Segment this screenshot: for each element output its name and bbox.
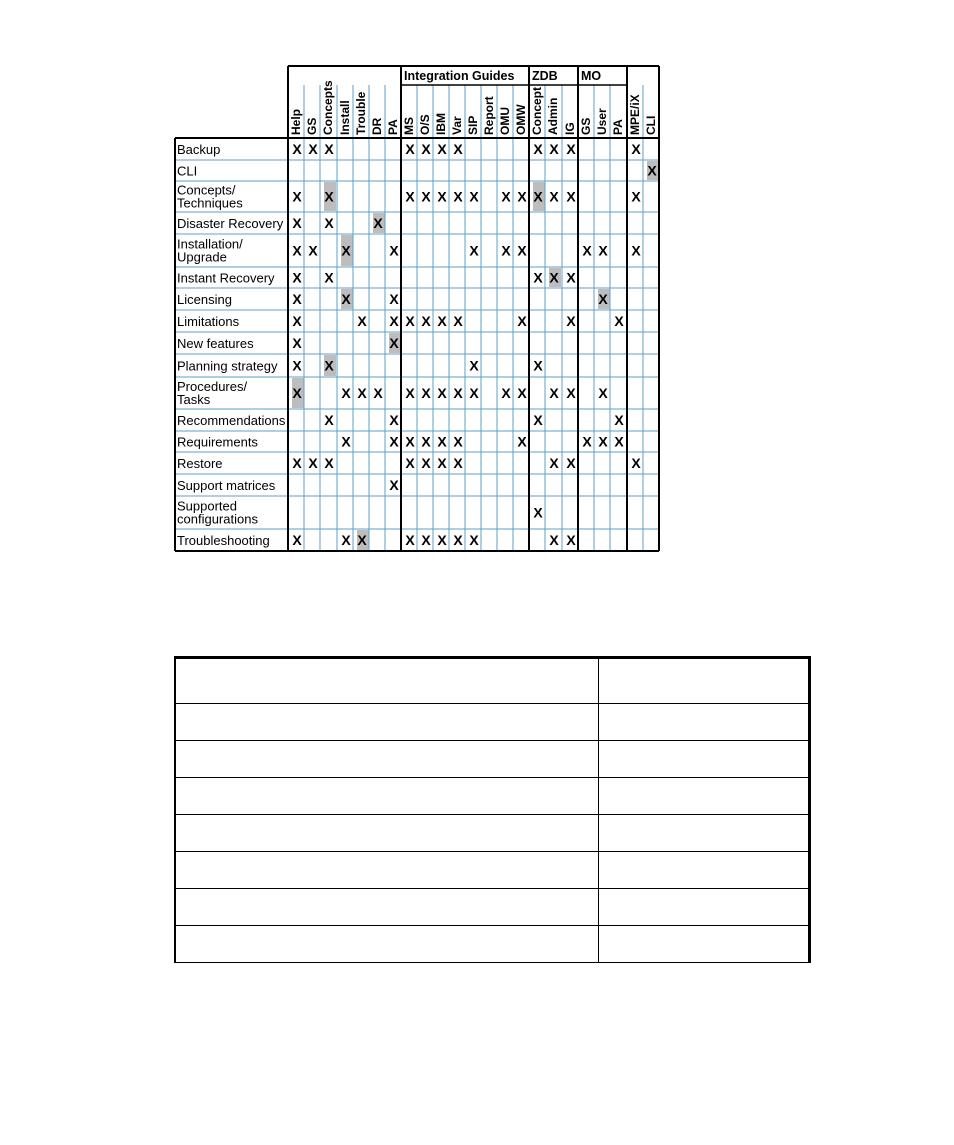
x-mark: X <box>292 385 302 401</box>
x-mark: X <box>437 433 447 450</box>
x-mark: X <box>614 433 624 450</box>
table-top-border <box>174 656 811 659</box>
x-mark: X <box>324 141 334 157</box>
row-label: Requirements <box>177 434 258 450</box>
x-mark: X <box>533 357 543 374</box>
column-header: IG <box>563 122 577 135</box>
x-mark: X <box>292 313 302 329</box>
x-mark: X <box>501 242 511 259</box>
x-mark: X <box>389 335 399 351</box>
table-row <box>174 888 811 889</box>
x-mark: X <box>357 313 367 329</box>
x-mark: X <box>517 385 527 401</box>
row-label: Concepts/ <box>177 182 236 198</box>
x-mark: X <box>421 532 431 548</box>
x-mark: X <box>324 215 334 231</box>
x-mark: X <box>549 188 559 205</box>
x-mark: X <box>566 532 576 548</box>
row-label: Installation/ <box>177 236 243 252</box>
row-label: Disaster Recovery <box>177 216 284 231</box>
x-mark: X <box>517 313 527 329</box>
x-mark: X <box>549 532 559 548</box>
x-mark: X <box>437 455 447 471</box>
x-mark: X <box>453 385 463 401</box>
x-mark: X <box>631 141 641 157</box>
x-mark: X <box>308 141 318 157</box>
x-mark: X <box>533 269 543 286</box>
row-label: Tasks <box>177 392 211 407</box>
x-mark: X <box>292 291 302 307</box>
row-label: Restore <box>177 456 223 471</box>
x-mark: X <box>469 357 479 374</box>
row-label: Planning strategy <box>177 358 278 374</box>
x-mark: X <box>373 385 383 401</box>
table-row <box>174 962 811 963</box>
x-mark: X <box>292 335 302 351</box>
x-mark: X <box>405 188 415 205</box>
x-mark: X <box>324 412 334 428</box>
x-mark: X <box>631 242 641 259</box>
x-mark: X <box>405 532 415 548</box>
x-mark: X <box>453 532 463 548</box>
row-label: Instant Recovery <box>177 270 275 286</box>
x-mark: X <box>501 385 511 401</box>
x-mark: X <box>292 269 302 286</box>
column-header: OMU <box>498 107 512 135</box>
row-label: Techniques <box>177 195 243 211</box>
x-mark: X <box>421 313 431 329</box>
x-mark: X <box>389 412 399 428</box>
x-mark: X <box>647 162 657 179</box>
x-mark: X <box>631 188 641 205</box>
column-header: Report <box>482 96 496 135</box>
x-mark: X <box>292 188 302 205</box>
x-mark: X <box>549 269 559 286</box>
table-row <box>174 703 811 704</box>
x-mark: X <box>341 385 351 401</box>
x-mark: X <box>437 141 447 157</box>
table-row <box>174 925 811 926</box>
x-mark: X <box>453 188 463 205</box>
x-mark: X <box>598 242 608 259</box>
column-header: OMW <box>514 104 528 135</box>
x-mark: X <box>389 313 399 329</box>
table-row <box>174 777 811 778</box>
group-label: MO <box>581 69 602 83</box>
x-mark: X <box>614 412 624 428</box>
x-mark: X <box>469 242 479 259</box>
x-mark: X <box>324 188 334 205</box>
column-header: MPE/iX <box>628 94 642 135</box>
row-label: Backup <box>177 142 221 157</box>
x-mark: X <box>437 532 447 548</box>
column-header: PA <box>611 119 625 135</box>
row-label: Procedures/ <box>177 379 248 394</box>
column-header: Trouble <box>354 91 368 135</box>
x-mark: X <box>566 313 576 329</box>
column-header: Concept <box>530 87 544 135</box>
group-label: ZDB <box>532 69 558 83</box>
column-header: CLI <box>644 115 658 135</box>
row-label: Support matrices <box>177 478 276 493</box>
column-header: SIP <box>466 115 480 135</box>
x-mark: X <box>341 532 351 548</box>
x-mark: X <box>341 433 351 450</box>
x-mark: X <box>614 313 624 329</box>
x-mark: X <box>308 455 318 471</box>
x-mark: X <box>517 433 527 450</box>
x-mark: X <box>292 242 302 259</box>
blank-table <box>174 656 811 963</box>
x-mark: X <box>421 433 431 450</box>
x-mark: X <box>566 455 576 471</box>
x-mark: X <box>421 455 431 471</box>
x-mark: X <box>453 455 463 471</box>
table-row <box>174 851 811 852</box>
x-mark: X <box>566 188 576 205</box>
row-label: New features <box>177 336 254 351</box>
column-header: MS <box>402 117 416 135</box>
table-row <box>174 740 811 741</box>
x-mark: X <box>469 188 479 205</box>
x-mark: X <box>292 215 302 231</box>
x-mark: X <box>566 269 576 286</box>
x-mark: X <box>357 385 367 401</box>
x-mark: X <box>357 532 367 548</box>
x-mark: X <box>389 291 399 307</box>
x-mark: X <box>533 504 543 521</box>
x-mark: X <box>533 412 543 428</box>
x-mark: X <box>598 385 608 401</box>
x-mark: X <box>405 455 415 471</box>
x-mark: X <box>389 477 399 493</box>
x-mark: X <box>549 385 559 401</box>
x-mark: X <box>631 455 641 471</box>
column-header: User <box>595 108 609 135</box>
column-header: IBM <box>434 113 448 135</box>
x-mark: X <box>501 188 511 205</box>
x-mark: X <box>389 242 399 259</box>
x-mark: X <box>437 313 447 329</box>
row-label: Upgrade <box>177 249 227 265</box>
x-mark: X <box>324 269 334 286</box>
x-mark: X <box>389 433 399 450</box>
column-header: Install <box>338 100 352 135</box>
x-mark: X <box>341 291 351 307</box>
x-mark: X <box>566 385 576 401</box>
x-mark: X <box>292 532 302 548</box>
column-header: Var <box>450 116 464 135</box>
x-mark: X <box>405 433 415 450</box>
x-mark: X <box>308 242 318 259</box>
column-header: PA <box>386 119 400 135</box>
x-mark: X <box>517 188 527 205</box>
row-label: Supported <box>177 498 237 514</box>
table-row <box>174 814 811 815</box>
x-mark: X <box>517 242 527 259</box>
column-header: GS <box>579 117 593 135</box>
x-mark: X <box>469 385 479 401</box>
group-label: Integration Guides <box>404 69 515 83</box>
x-mark: X <box>421 385 431 401</box>
x-mark: X <box>405 313 415 329</box>
x-mark: X <box>598 291 608 307</box>
x-mark: X <box>582 242 592 259</box>
x-mark: X <box>421 188 431 205</box>
x-mark: X <box>292 455 302 471</box>
row-label: CLI <box>177 163 198 179</box>
x-mark: X <box>324 357 334 374</box>
x-mark: X <box>453 313 463 329</box>
column-header: Concepts <box>321 80 335 135</box>
x-mark: X <box>582 433 592 450</box>
x-mark: X <box>405 141 415 157</box>
x-mark: X <box>421 141 431 157</box>
column-header: GS <box>305 117 319 135</box>
x-mark: X <box>549 141 559 157</box>
x-mark: X <box>598 433 608 450</box>
x-mark: X <box>549 455 559 471</box>
column-header: Admin <box>546 97 560 135</box>
x-mark: X <box>533 141 543 157</box>
row-label: Licensing <box>177 292 232 307</box>
x-mark: X <box>533 188 543 205</box>
row-label: configurations <box>177 511 258 527</box>
x-mark: X <box>292 141 302 157</box>
x-mark: X <box>437 188 447 205</box>
x-mark: X <box>341 242 351 259</box>
row-label: Troubleshooting <box>177 533 270 548</box>
row-label: Recommendations <box>177 413 286 428</box>
column-header: DR <box>370 117 384 135</box>
x-mark: X <box>453 141 463 157</box>
x-mark: X <box>566 141 576 157</box>
x-mark: X <box>437 385 447 401</box>
column-header: O/S <box>418 114 432 135</box>
x-mark: X <box>469 532 479 548</box>
x-mark: X <box>324 455 334 471</box>
x-mark: X <box>373 215 383 231</box>
x-mark: X <box>453 433 463 450</box>
row-label: Limitations <box>177 314 240 329</box>
x-mark: X <box>292 357 302 374</box>
x-mark: X <box>405 385 415 401</box>
column-header: Help <box>289 108 303 135</box>
